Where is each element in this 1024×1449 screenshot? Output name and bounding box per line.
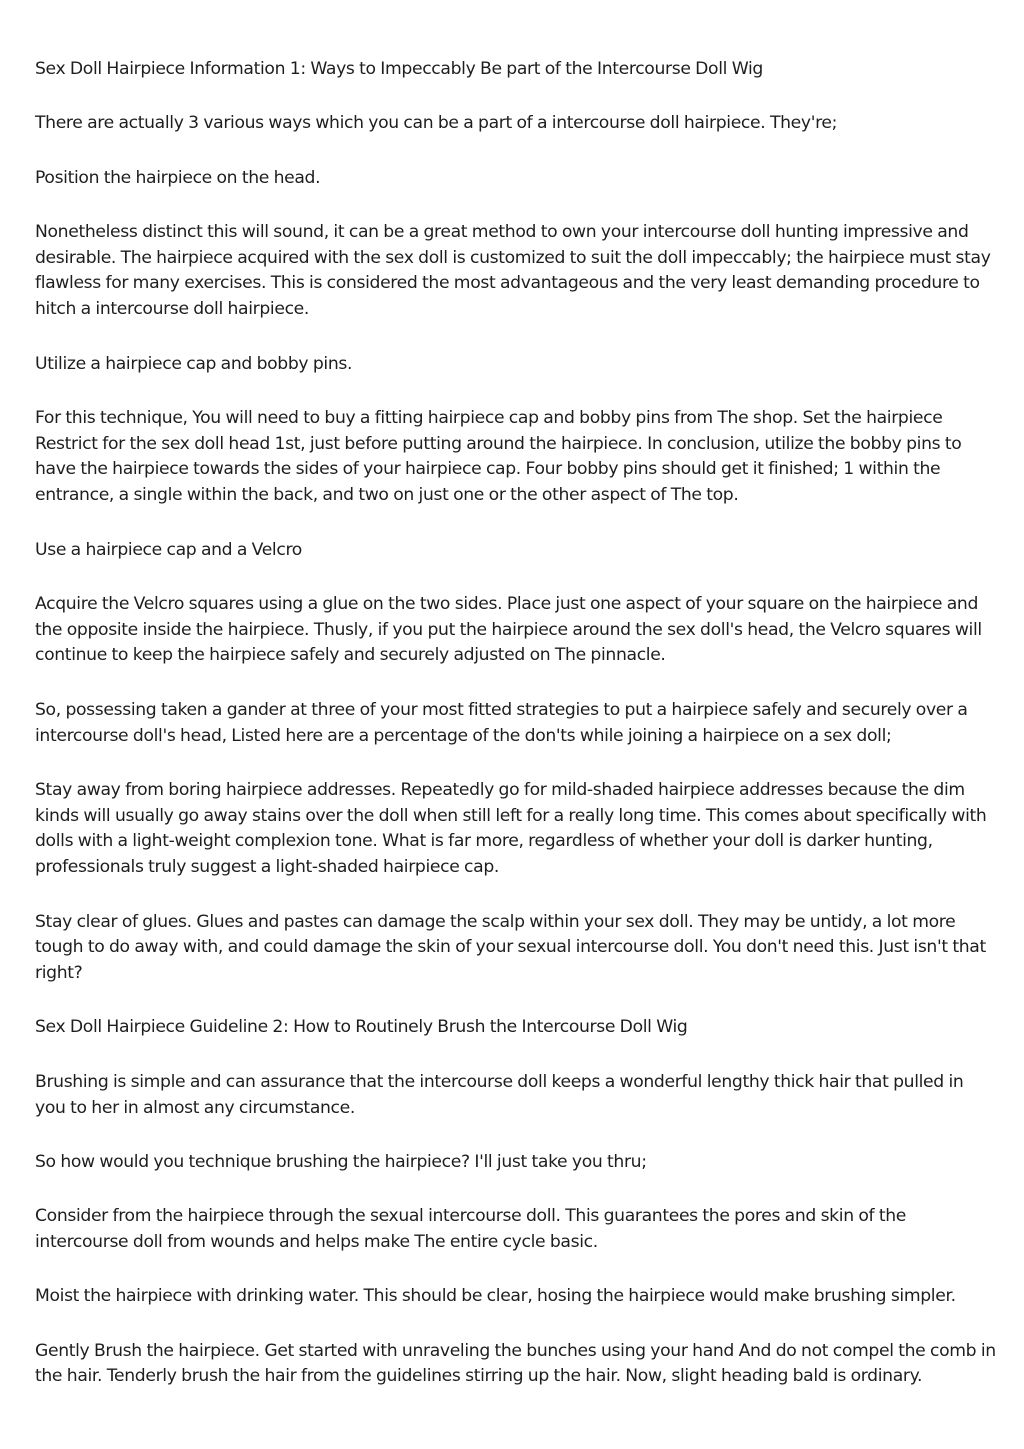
paragraph: Nonetheless distinct this will sound, it can be a great method to own your intercourse doll hunting impressive and desirable. The hairpiece acquired with the sex doll is customized to suit the doll impeccably; the hairpiece must stay flawless for many exercises. This is considered the most advantageous and the very least demanding procedure to hitch a intercourse doll hairpiece. bbox=[35, 221, 991, 320]
method-heading: Use a hairpiece cap and a Velcro bbox=[35, 539, 302, 560]
paragraph: Acquire the Velcro squares using a glue on the two sides. Place just one aspect of your square on the hairpiece and the opposite inside the hairpiece. Thusly, if you put the hairpiece around the sex doll's head, the Velcro squares will continue to keep the hairpiece safely and securely adjusted on The pinnacle. bbox=[35, 593, 982, 666]
paragraph: Moist the hairpiece with drinking water. This should be clear, hosing the hairpiece would make brushing simpler. bbox=[35, 1286, 956, 1307]
paragraph: Consider from the hairpiece through the sexual intercourse doll. This guarantees the pores and skin of the intercourse doll from wounds and helps make The entire cycle basic. bbox=[35, 1206, 906, 1252]
paragraph: Stay clear of glues. Glues and pastes can damage the scalp within your sex doll. They may be untidy, a lot more tough to do away with, and could damage the skin of your sexual intercourse doll. You don't need this. Just isn't that right? bbox=[35, 911, 986, 984]
paragraph: Gently Brush the hairpiece. Get started with unraveling the bunches using your hand And do not compel the comb in the hair. Tenderly brush the hair from the guidelines stirring up the hair. Now, slight heading bald is ordinary. bbox=[35, 1340, 996, 1387]
section-heading: Sex Doll Hairpiece Information 1: Ways to Impeccably Be part of the Intercourse Doll Wig bbox=[35, 59, 763, 79]
method-heading: Position the hairpiece on the head. bbox=[35, 167, 321, 188]
document-body bbox=[35, 57, 997, 1419]
method-heading: Utilize a hairpiece cap and bobby pins. bbox=[35, 353, 353, 374]
paragraph: So, possessing taken a gander at three of your most fitted strategies to put a hairpiece safely and securely over a intercourse doll's head, Listed here are a percentage of the don'ts while joining a hairpiece on a sex doll; bbox=[35, 699, 968, 746]
paragraph: For this technique, You will need to buy a fitting hairpiece cap and bobby pins from The shop. Set the hairpiece Restrict for the sex doll head 1st, just before putting around the hairpiece. In conclusion, utilize the bobby pins to have the hairpiece towards the sides of your hairpiece cap. Four bobby pins should get it finished; 1 within the entrance, a single within the back, and two on just one or the other aspect of The top. bbox=[35, 407, 962, 506]
section-heading: Sex Doll Hairpiece Guideline 2: How to Routinely Brush the Intercourse Doll Wig bbox=[35, 1017, 688, 1038]
paragraph: Stay away from boring hairpiece addresses. Repeatedly go for mild-shaded hairpiece addresses because the dim kinds will usually go away stains over the doll when still left for a really long time. This comes about specifically with dolls with a light-weight complexion tone. What is far more, regardless of whether your doll is darker hunting, professionals truly suggest a light-shaded hairpiece cap. bbox=[35, 779, 987, 878]
paragraph: Brushing is simple and can assurance that the intercourse doll keeps a wonderful lengthy thick hair that pulled in you to her in almost any circumstance. bbox=[35, 1071, 964, 1118]
paragraph: There are actually 3 various ways which you can be a part of a intercourse doll hairpiece. They're; bbox=[35, 113, 838, 134]
paragraph: So how would you technique brushing the hairpiece? I'll just take you thru; bbox=[35, 1151, 647, 1172]
